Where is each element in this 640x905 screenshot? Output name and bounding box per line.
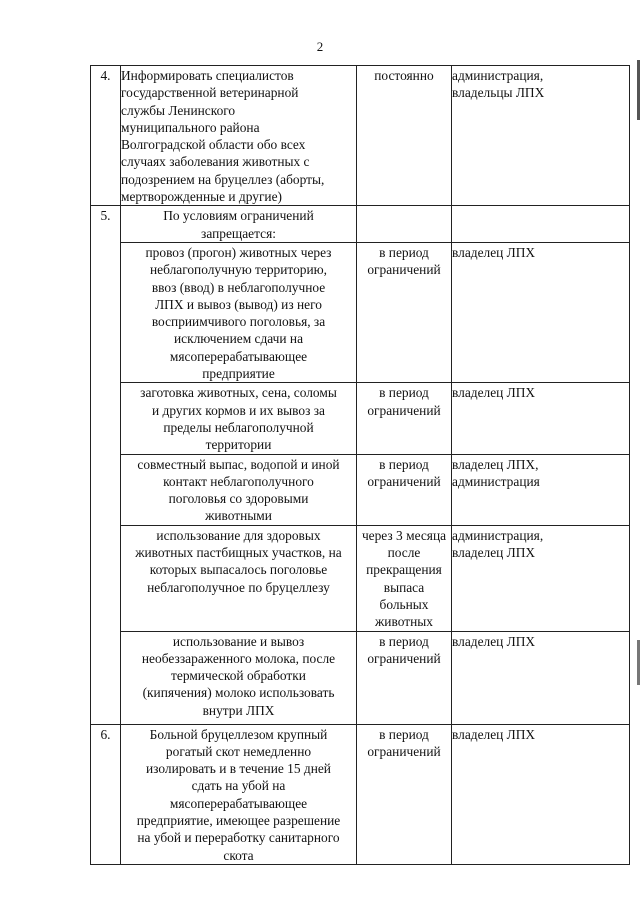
responsible-cell (452, 66, 630, 206)
term-cell (357, 724, 452, 864)
action-text: Больной бруцеллезом крупный рогатый скот немедленно изолировать и в течение 15 дней сдать на убой на мясоперерабатывающее предприятие, имеющее разрешение на убой и переработку санитарного скота (136, 726, 341, 863)
responsible-cell (452, 206, 630, 243)
responsible-text: владелец ЛПХ (452, 726, 536, 742)
table-row (91, 454, 630, 525)
table-row (91, 66, 630, 206)
term-cell (357, 383, 452, 454)
term-cell (357, 66, 452, 206)
table-row (91, 525, 630, 631)
term-text: в период ограничений (367, 456, 441, 489)
responsible-text: администрация, владелец ЛПХ (452, 527, 544, 561)
action-text: Информировать специалистов государственной ветеринарной службы Ленинского муниципального района Волгоградской области обо всех случаях заболевания животных с подозрением на бруцеллез (аборты, мертворожденные и другие) (121, 68, 325, 205)
responsible-cell (452, 631, 630, 724)
row-number: 4. (91, 66, 121, 206)
term-cell (357, 206, 452, 243)
table-row (91, 631, 630, 724)
responsible-text: владелец ЛПХ, администрация (452, 456, 540, 489)
term-cell (357, 525, 452, 631)
responsible-cell (452, 383, 630, 454)
action-text: совместный выпас, водопой и иной контакт неблагополучного поголовья со здоровыми животными (137, 456, 340, 524)
action-text: провоз (прогон) животных через неблагополучную территорию, ввоз (ввод) в неблагополучное ЛПХ и вывоз (вывод) из него восприимчивого поголовья, за исключением сдачи на мясоперерабатывающее предприятие (145, 244, 332, 382)
measures-table (90, 65, 630, 865)
action-cell (121, 525, 357, 631)
term-cell (357, 631, 452, 724)
responsible-text: администрация, владельцы ЛПХ (452, 68, 545, 101)
row-number: 5. (91, 206, 121, 724)
term-text: в период ограничений (367, 385, 441, 418)
responsible-cell (452, 525, 630, 631)
table-row (91, 242, 630, 382)
action-cell (121, 454, 357, 525)
table-row (91, 383, 630, 454)
action-cell (121, 724, 357, 864)
action-text: По условиям ограничений запрещается: (163, 208, 314, 241)
action-text: использование для здоровых животных пастбищных участков, на которых выпасалось поголовье неблагополучное по бруцеллезу (135, 527, 342, 595)
term-cell (357, 454, 452, 525)
table-row (91, 724, 630, 864)
term-text: в период ограничений (367, 726, 441, 759)
action-cell (121, 383, 357, 454)
term-text: через 3 месяца после прекращения выпаса больных животных (361, 527, 447, 630)
action-cell (121, 631, 357, 724)
responsible-text: владелец ЛПХ (452, 633, 536, 649)
responsible-text: владелец ЛПХ (452, 385, 536, 401)
page-number: 2 (316, 39, 324, 54)
table-row (91, 206, 630, 243)
term-text: в период ограничений (367, 633, 441, 666)
responsible-text: владелец ЛПХ (452, 244, 536, 260)
term-text: постоянно (374, 68, 434, 83)
responsible-cell (452, 242, 630, 382)
action-cell (121, 66, 357, 206)
term-text: в период ограничений (367, 244, 441, 278)
term-cell (357, 242, 452, 382)
action-text: заготовка животных, сена, соломы и других кормов и их вывоз за пределы неблагополучной территории (140, 385, 337, 453)
row-number: 6. (91, 724, 121, 864)
action-cell (121, 206, 357, 243)
action-text: использование и вывоз необеззараженного молока, после термической обработки (кипячения) молоко использовать внутри ЛПХ (141, 633, 336, 718)
responsible-cell (452, 454, 630, 525)
responsible-cell (452, 724, 630, 864)
action-cell (121, 242, 357, 382)
